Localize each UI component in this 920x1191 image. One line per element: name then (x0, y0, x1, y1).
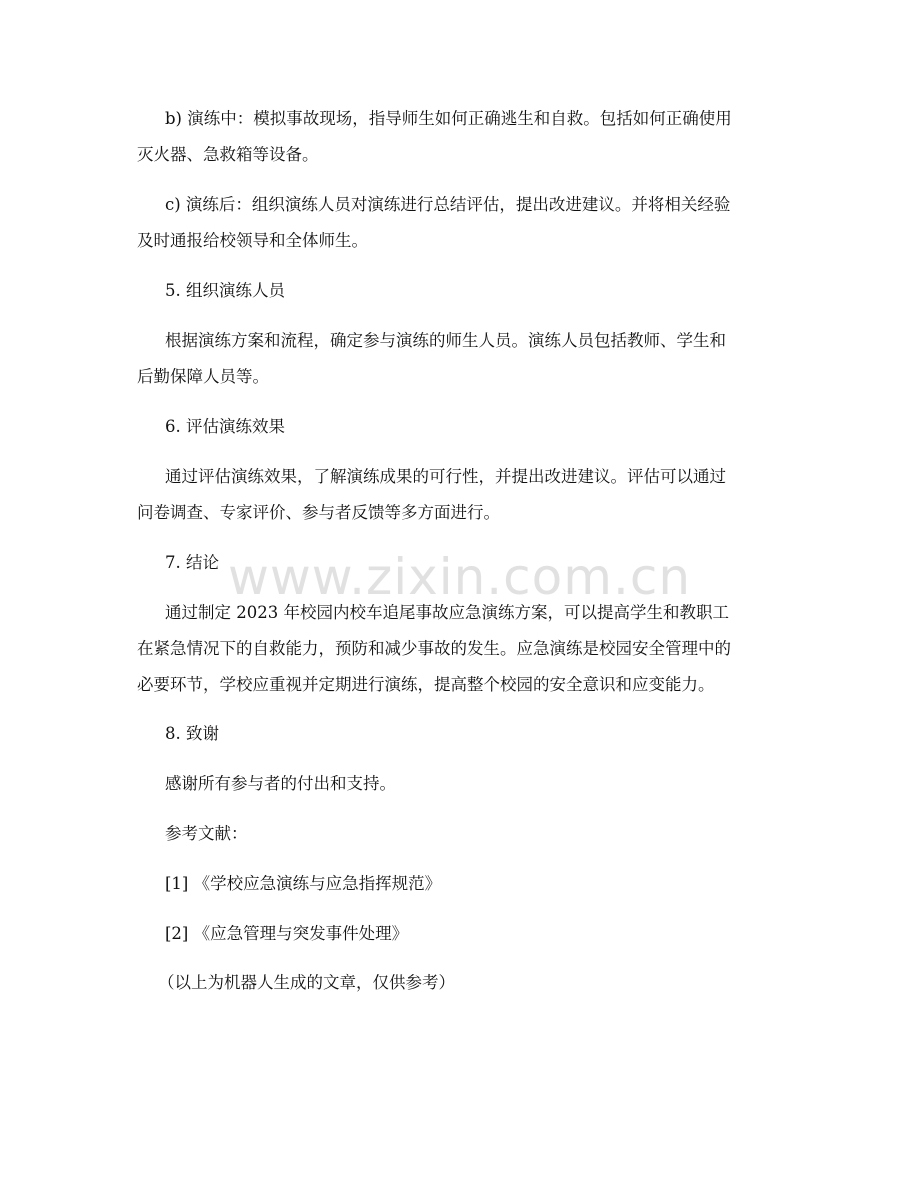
section-heading-7: 7. 结论 (165, 553, 219, 572)
paragraph-c-line-2: 及时通报给校领导和全体师生。 (137, 231, 368, 250)
paragraph-b-line-2: 灭火器、急救箱等设备。 (137, 145, 319, 164)
paragraph-b-line-1: b) 演练中：模拟事故现场，指导师生如何正确逃生和自救。包括如何正确使用 (165, 109, 732, 128)
paragraph-7-line-2: 在紧急情况下的自救能力，预防和减少事故的发生。应急演练是校园安全管理中的 (137, 639, 731, 658)
reference-item-2: [2] 《应急管理与突发事件处理》 (165, 924, 409, 943)
paragraph-7-line-3: 必要环节，学校应重视并定期进行演练，提高整个校园的安全意识和应变能力。 (137, 675, 715, 694)
paragraph-6-line-2: 问卷调查、专家评价、参与者反馈等多方面进行。 (137, 503, 500, 522)
references-heading: 参考文献： (165, 824, 248, 843)
section-heading-5: 5. 组织演练人员 (165, 281, 285, 300)
paragraph-6-line-1: 通过评估演练效果，了解演练成果的可行性，并提出改进建议。评估可以通过 (165, 467, 726, 486)
paragraph-c-line-1: c) 演练后：组织演练人员对演练进行总结评估，提出改进建议。并将相关经验 (165, 195, 731, 214)
section-heading-8: 8. 致谢 (165, 724, 219, 743)
paragraph-5-line-2: 后勤保障人员等。 (137, 367, 269, 386)
paragraph-5-line-1: 根据演练方案和流程，确定参与演练的师生人员。演练人员包括教师、学生和 (165, 331, 726, 350)
reference-item-1: [1] 《学校应急演练与应急指挥规范》 (165, 874, 442, 893)
disclaimer: （以上为机器人生成的文章，仅供参考） (158, 973, 455, 992)
section-heading-6: 6. 评估演练效果 (165, 417, 285, 436)
paragraph-8: 感谢所有参与者的付出和支持。 (165, 774, 396, 793)
watermark: www.zixin.com.cn (228, 548, 692, 606)
paragraph-7-line-1: 通过制定 2023 年校园内校车追尾事故应急演练方案，可以提高学生和教职工 (165, 603, 729, 622)
